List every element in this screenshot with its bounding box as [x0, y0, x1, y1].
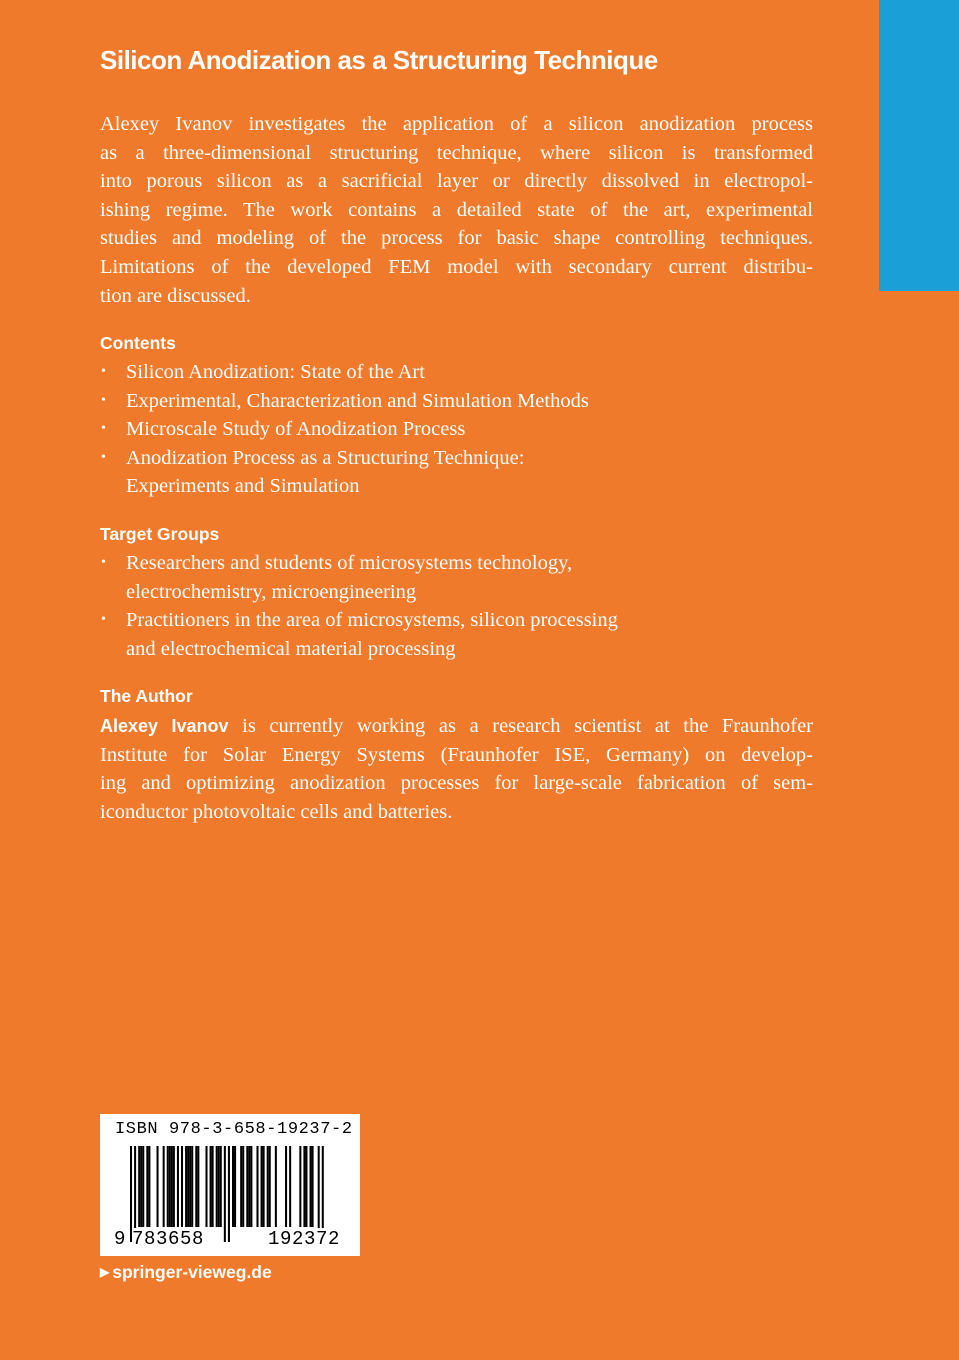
isbn-barcode	[100, 1114, 360, 1256]
intro-line: tion are discussed.	[100, 284, 251, 307]
barcode-bar	[305, 1146, 307, 1227]
intro-paragraph	[100, 110, 813, 310]
bullet: •	[101, 555, 106, 570]
barcode-bar	[242, 1146, 244, 1227]
intro-line: ishing regime. The work contains a detailed state of the art, experimental	[100, 198, 813, 221]
list-item-text: and electrochemical material processing	[126, 637, 456, 660]
list-item-text: Anodization Process as a Structuring Technique:	[126, 446, 525, 469]
contents-list	[100, 358, 589, 501]
bullet: •	[101, 364, 106, 379]
list-item	[100, 415, 589, 444]
barcode-bar	[142, 1146, 144, 1227]
barcode-bar	[169, 1146, 171, 1227]
barcode-bar	[212, 1146, 214, 1227]
barcode-bar	[246, 1146, 248, 1227]
bullet: •	[101, 421, 106, 437]
barcode-bar	[299, 1146, 301, 1227]
author-line: iconductor photovoltaic cells and batteries.	[100, 800, 453, 823]
barcode-bar	[240, 1146, 242, 1227]
bullet: •	[101, 449, 106, 465]
list-item-text: Experimental, Characterization and Simulation Methods	[126, 389, 589, 412]
barcode-bar	[191, 1146, 193, 1227]
intro-line: studies and modeling of the process for basic shape controlling techniques.	[100, 227, 813, 250]
barcode-bar	[185, 1146, 187, 1227]
website-text: springer-vieweg.de	[112, 1262, 272, 1282]
barcode-bar	[157, 1146, 159, 1227]
barcode-bar	[312, 1146, 314, 1227]
barcode-bar	[269, 1146, 271, 1227]
target-groups-heading: Target Groups	[100, 524, 220, 544]
barcode-bar	[210, 1146, 212, 1227]
list-item-text: Microscale Study of Anodization Process	[126, 418, 466, 441]
list-item	[100, 606, 618, 663]
arrow-right-icon: ▶	[100, 1265, 110, 1279]
barcode-bar	[285, 1146, 287, 1227]
list-item-text: Experiments and Simulation	[126, 475, 360, 498]
barcode-bar	[173, 1146, 175, 1227]
barcode-bar	[224, 1146, 226, 1242]
barcode-bar	[234, 1146, 236, 1227]
barcode-bar	[205, 1146, 207, 1227]
target-groups-list	[100, 549, 618, 663]
barcode-bar	[232, 1146, 234, 1227]
list-item-text: Practitioners in the area of microsystems, silicon processing	[126, 609, 618, 632]
barcode-bar	[261, 1146, 263, 1227]
list-item	[100, 387, 589, 416]
intro-line: Limitations of the developed FEM model with secondary current distribu-	[100, 255, 813, 278]
barcode-bar	[148, 1146, 150, 1227]
author-line: ing and optimizing anodization processes for large-scale fabrication of sem-	[100, 772, 813, 795]
barcode-digit-first: 9	[114, 1228, 126, 1250]
list-item-text: Silicon Anodization: State of the Art	[126, 361, 425, 383]
barcode-bar	[163, 1146, 165, 1227]
barcode-bar	[303, 1146, 305, 1227]
barcode-bar	[138, 1146, 140, 1227]
barcode-bar	[189, 1146, 191, 1227]
barcode-bar	[181, 1146, 183, 1227]
barcode-bar	[187, 1146, 189, 1227]
publisher-website[interactable]	[100, 1262, 272, 1283]
author-line: Institute for Solar Energy Systems (Fraunhofer ISE, Germany) on develop-	[100, 743, 813, 766]
barcode-bar	[140, 1146, 142, 1227]
author-heading: The Author	[100, 686, 193, 706]
barcode-bar	[220, 1146, 222, 1227]
barcode-bar	[267, 1146, 269, 1227]
barcode-bar	[310, 1146, 312, 1227]
barcode-bar	[171, 1146, 173, 1227]
barcode-bar	[263, 1146, 265, 1227]
accent-tab	[879, 0, 959, 291]
barcode-digits-left: 783658	[132, 1228, 205, 1250]
author-paragraph	[100, 712, 813, 826]
barcode-bar	[197, 1146, 199, 1227]
intro-line: as a three-dimensional structuring technique, where silicon is transformed	[100, 141, 813, 164]
bullet: •	[101, 612, 106, 628]
bullet: •	[101, 392, 106, 408]
intro-line: Alexey Ivanov investigates the application of a silicon anodization process	[100, 113, 813, 135]
isbn-label: ISBN 978-3-658-19237-2	[115, 1120, 353, 1139]
barcode-bar	[167, 1146, 169, 1227]
list-item	[100, 358, 589, 387]
barcode-digits-right: 192372	[268, 1228, 341, 1250]
barcode-bar	[228, 1146, 230, 1242]
barcode-bar	[250, 1146, 252, 1227]
contents-heading: Contents	[100, 333, 176, 353]
barcode-bar	[275, 1146, 277, 1227]
author-name: Alexey Ivanov	[100, 716, 229, 736]
barcode-bar	[216, 1146, 218, 1227]
barcode-bar	[146, 1146, 148, 1227]
intro-line: into porous silicon as a sacrificial layer or directly dissolved in electropol-	[100, 170, 813, 193]
barcode-bar	[195, 1146, 197, 1227]
list-item	[100, 444, 589, 501]
list-item-text: Researchers and students of microsystems technology,	[126, 552, 573, 574]
list-item	[100, 549, 618, 606]
author-line-text: is currently working as a research scientist at the Fraunhofer	[228, 715, 813, 737]
book-title: Silicon Anodization as a Structuring Technique	[100, 45, 658, 75]
barcode-bar	[248, 1146, 250, 1227]
barcode-bar	[289, 1146, 291, 1227]
barcode-bar	[256, 1146, 258, 1227]
list-item-text: electrochemistry, microengineering	[126, 580, 417, 603]
author-line	[100, 712, 813, 741]
barcode-bar	[177, 1146, 179, 1227]
barcode-bar	[218, 1146, 220, 1227]
